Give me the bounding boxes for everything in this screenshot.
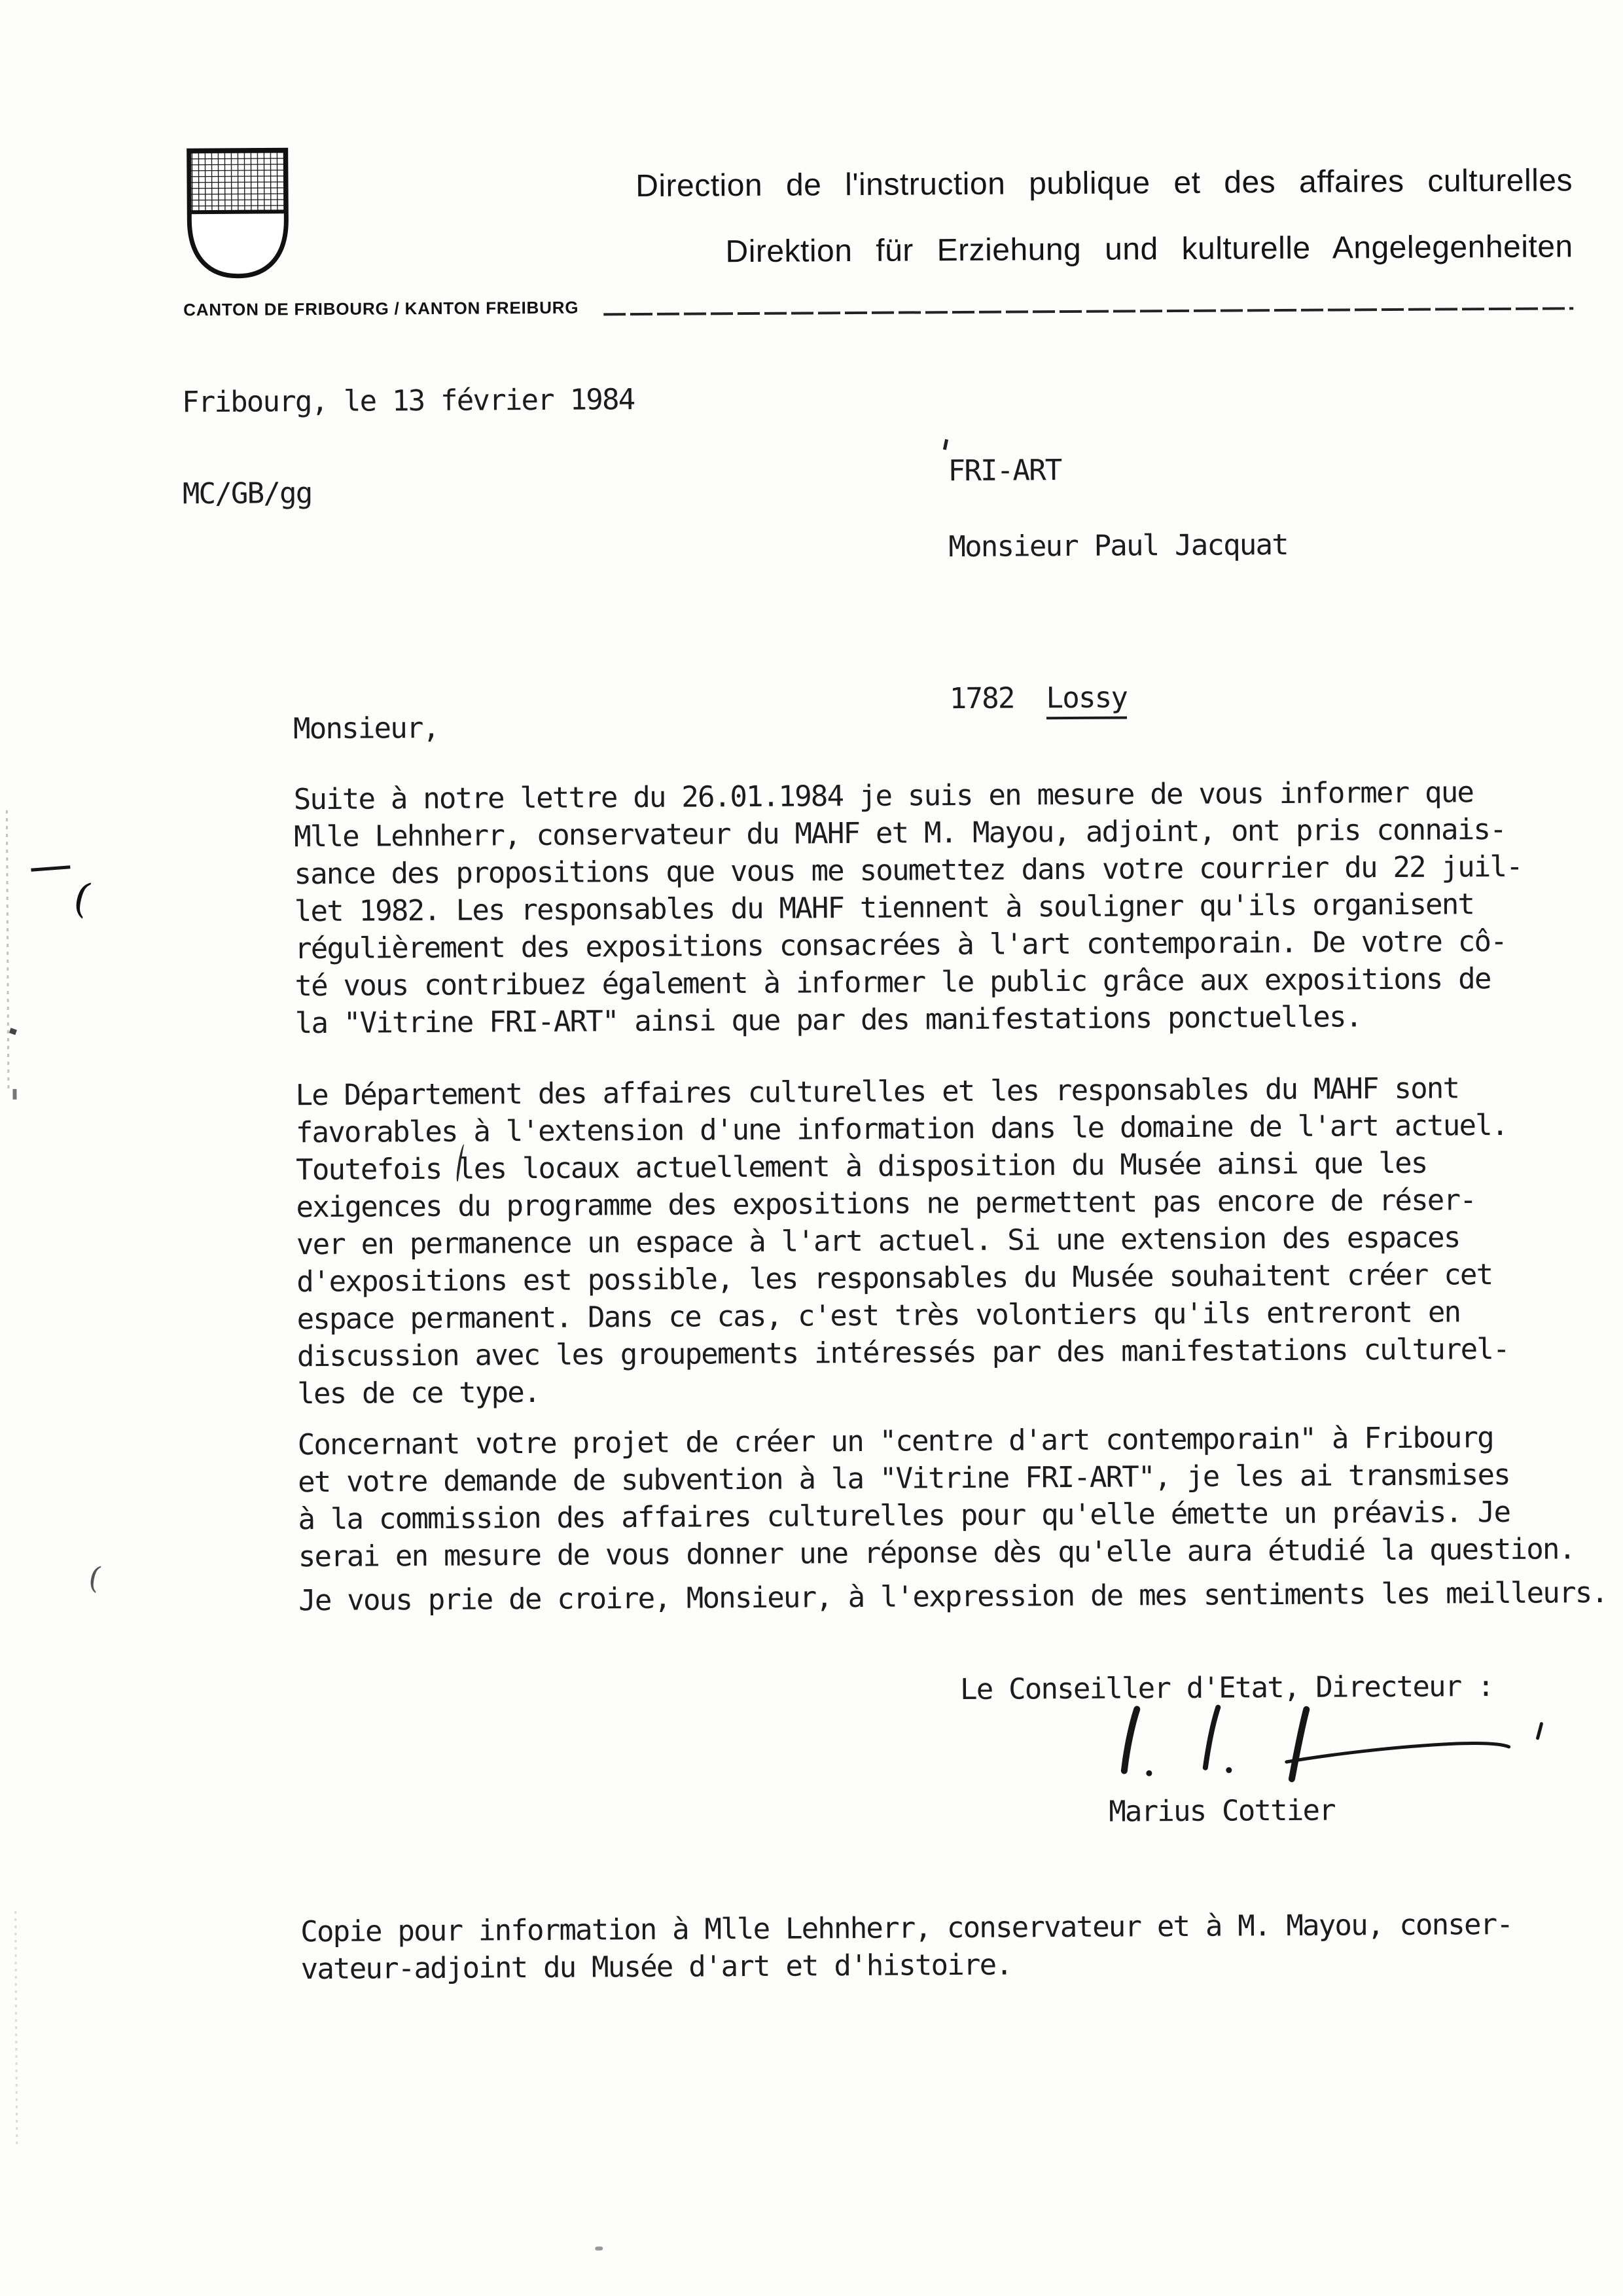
scan-edge-artifact xyxy=(6,810,10,1092)
recipient-organisation: FRI-ART xyxy=(948,454,1061,488)
margin-dash-artifact xyxy=(31,865,70,872)
salutation: Monsieur, xyxy=(293,711,439,746)
body-paragraph-2: Le Département des affaires culturelles et les responsables du MAHF sont favorables à l'extension d'une information dans le domaine de l'art actuel. Toutefois les locaux actuellement à disposition du Musée ainsi que les exigences du programme des expositions ne permettent pas encore de réser- ver en permanence un espace à l'art actuel. Si une extension des espaces d'expositions est possible, les responsables du Musée souhaitent créer cet espace permanent. Dans ce cas, c'est très volontiers qu'ils entreront en discussion avec les groupements intéressés par des manifestations culturel- les de ce type. xyxy=(295,1071,1509,1411)
scan-speck xyxy=(12,1089,16,1100)
handwritten-signature xyxy=(1083,1691,1568,1799)
closing-formula: Je vous prie de croire, Monsieur, à l'expression de mes sentiments les meilleurs. xyxy=(298,1576,1608,1618)
letterhead-title-french: Direction de l'instruction publique et des affaires culturelles xyxy=(635,163,1573,204)
recipient-name: Monsieur Paul Jacquat xyxy=(948,528,1289,564)
letterhead-title-german: Direktion für Erziehung und kulturelle Angelegenheiten xyxy=(725,229,1573,270)
recipient-address xyxy=(948,412,1289,718)
margin-paren-artifact-2: ( xyxy=(85,1558,105,1596)
reference-code: MC/GB/gg xyxy=(182,476,312,511)
margin-paren-artifact: ( xyxy=(69,872,96,924)
letterhead-rule xyxy=(603,307,1573,315)
scan-speck xyxy=(9,1028,17,1035)
date-reference-block xyxy=(181,331,635,517)
recipient-postal-code: 1782 xyxy=(949,681,1014,716)
copy-note: Copie pour information à Mlle Lehnherr, conservateur et à M. Mayou, conser- vateur-adjoint du Musée d'art et d'histoire. xyxy=(300,1907,1513,1986)
scan-edge-artifact-2 xyxy=(14,1911,18,2147)
recipient-city: Lossy xyxy=(1046,681,1127,719)
canton-caption: CANTON DE FRIBOURG / KANTON FREIBURG xyxy=(183,297,579,320)
signer-name: Marius Cottier xyxy=(1109,1793,1336,1829)
body-paragraph-1: Suite à notre lettre du 26.01.1984 je suis en mesure de vous informer que Mlle Lehnherr, conservateur du MAHF et M. Mayou, adjoint, ont pris connais- sance des propositions que vous me soumettez dans votre courrier du 22 juil- let 1982. Les responsables du MAHF tiennent à souligner qu'ils organisent régulièrement des expositions consacrées à l'art contemporain. De votre cô- té vous contribuez également à informer le public grâce aux expositions de la "Vitrine FRI-ART" ainsi que par des manifestations ponctuelles. xyxy=(293,776,1523,1041)
scan-speck xyxy=(595,2246,603,2250)
body-paragraph-3: Concernant votre projet de créer un "centre d'art contemporain" à Fribourg et votre demande de subvention à la "Vitrine FRI-ART", je les ai transmises à la commission des affaires culturelles pour qu'elle émette un préavis. Je serai en mesure de vous donner une réponse dès qu'elle aura étudié la question. xyxy=(297,1421,1575,1574)
signer-title: Le Conseiller d'Etat, Directeur : xyxy=(959,1670,1494,1707)
fribourg-shield-logo xyxy=(185,146,291,280)
place-date: Fribourg, le 13 février 1984 xyxy=(181,383,635,420)
